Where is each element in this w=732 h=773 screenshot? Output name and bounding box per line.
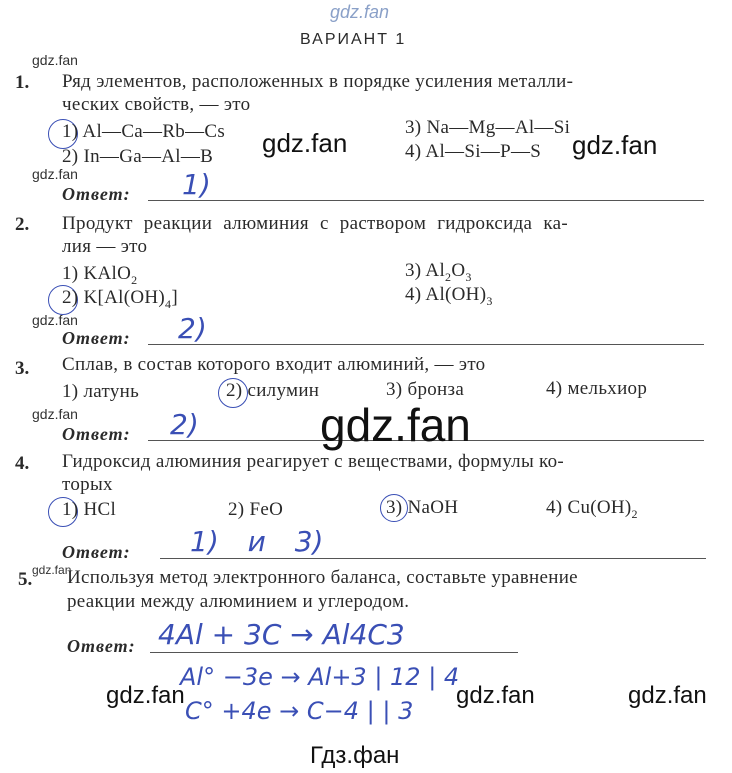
question-2-text-line2: лия — это [62, 236, 148, 257]
question-1-option-2: 2) In—Ga—Al—B [62, 146, 214, 167]
answer-line [160, 558, 706, 559]
question-1-number: 1. [15, 72, 30, 93]
watermark-big: gdz.fan [320, 399, 471, 451]
handwritten-answer-3: 2) [170, 408, 199, 441]
question-1-option-4: 4) Al—Si—P—S [405, 141, 542, 162]
answer-label: Ответ: [62, 328, 131, 348]
question-2-number: 2. [15, 214, 30, 235]
variant-title: ВАРИАНТ 1 [300, 31, 407, 48]
answer-label: Ответ: [62, 542, 131, 562]
question-2-option-3: 3) $Al_2O_3$ [405, 260, 472, 284]
question-4-option-4: 4) $Cu(OH)_2$ [546, 497, 638, 521]
watermark-footer: gdz.fan [628, 682, 707, 709]
question-4-option-3: 3) NaOH [386, 497, 459, 518]
question-4-number: 4. [15, 453, 30, 474]
question-4-option-1: 1) HCl [62, 499, 117, 520]
question-3-option-2: 2) силумин [226, 380, 320, 401]
handwritten-answer-2: 2) [178, 312, 207, 345]
watermark-mid: gdz.fan [572, 130, 658, 160]
watermark-side: gdz.fan [32, 312, 78, 328]
answer-line [148, 344, 704, 345]
handwritten-equation: 4Al + 3C → Al4C3 [158, 618, 405, 651]
watermark-footer-ru: Гдз.фан [310, 742, 400, 769]
answer-label: Ответ: [62, 424, 131, 444]
question-3-text-line1: Сплав, в состав которого входит алюминий, — это [62, 354, 486, 375]
watermark-side: gdz.fan [32, 166, 78, 182]
question-1-text-line1: Ряд элементов, расположенных в порядке усиления металли- [62, 71, 574, 92]
watermark-side: gdz.fan [32, 563, 72, 577]
question-2-option-2: 2) $K[Al(OH)_4]$ [62, 287, 178, 311]
question-1-option-3: 3) Na—Mg—Al—Si [405, 117, 571, 138]
handwritten-answer-4: 1) и 3) [190, 525, 324, 558]
question-1-option-1: 1) Al—Ca—Rb—Cs [62, 121, 226, 142]
answer-label: Ответ: [67, 636, 136, 656]
question-2-option-4: 4) $Al(OH)_3$ [405, 284, 493, 308]
question-3-option-4: 4) мельхиор [546, 378, 648, 399]
watermark-mid: gdz.fan [262, 128, 348, 158]
handwritten-balance-1: Al° −3e → Al+3 | 12 | 4 [180, 663, 460, 691]
question-4-text-line2: торых [62, 474, 113, 495]
question-3-option-3: 3) бронза [386, 379, 465, 400]
watermark-top: gdz.fan [330, 2, 390, 22]
question-2-option-1: 1) KAlO$_2$ [62, 263, 138, 287]
question-3-option-1: 1) латунь [62, 381, 140, 402]
question-5-text-line1: Используя метод электронного баланса, составьте уравнение [67, 567, 578, 588]
question-3-number: 3. [15, 358, 30, 379]
watermark-side: gdz.fan [32, 406, 78, 422]
answer-line [148, 200, 704, 201]
watermark-footer: gdz.fan [456, 682, 535, 709]
question-1-text-line2: ческих свойств, — это [62, 94, 251, 115]
question-5-text-line2: реакции между алюминием и углеродом. [67, 591, 410, 612]
question-4-option-2: 2) FeO [228, 499, 284, 520]
answer-line [150, 652, 518, 653]
question-5-number: 5. [18, 569, 33, 590]
question-4-text-line1: Гидроксид алюминия реагирует с веществами, формулы ко- [62, 451, 565, 472]
handwritten-answer-1: 1) [182, 168, 211, 201]
question-2-text-line1: Продукт реакции алюминия с раствором гидроксида ка- [62, 213, 568, 234]
watermark-side: gdz.fan [32, 52, 78, 68]
handwritten-balance-2: C° +4e → C−4 | | 3 [185, 697, 414, 725]
answer-label: Ответ: [62, 184, 131, 204]
watermark-footer: gdz.fan [106, 682, 185, 709]
